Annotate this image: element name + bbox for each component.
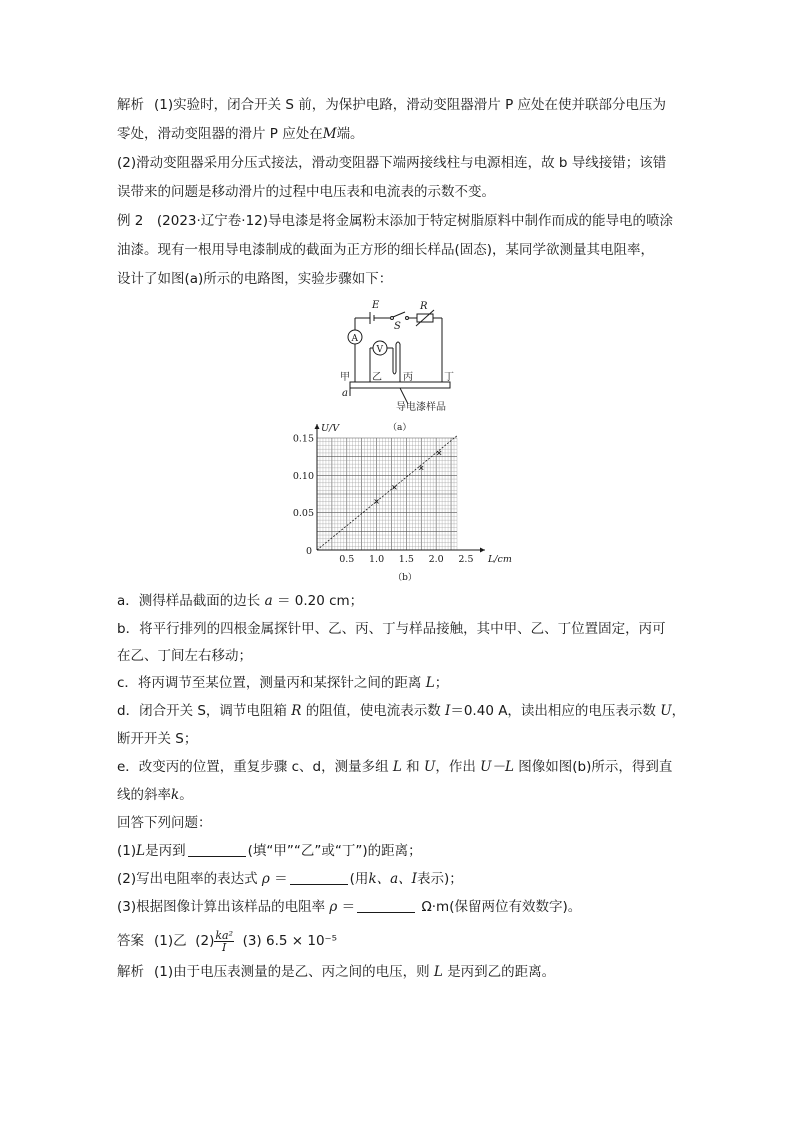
caption-b: （b） — [393, 573, 417, 583]
answer-fraction: $\frac{\text{ka²}}{I}$ — [215, 928, 233, 954]
label-E: E — [372, 300, 380, 311]
step-a: a．测得样品截面的边长 a ＝ 0.20 cm； — [117, 593, 364, 609]
answer-blank-1[interactable] — [188, 843, 246, 857]
analysis-label: 解析 — [117, 97, 144, 113]
analysis1-line4: 误带来的问题是移动滑片的过程中电压表和电流表的示数不变。 — [117, 184, 495, 200]
question-2: (2)写出电阻率的表达式 ρ ＝ (用k、a、I表示)； — [117, 871, 463, 887]
answer-blank-3[interactable] — [357, 899, 415, 913]
label-A: A — [351, 334, 358, 344]
answer-line: 答案 (1)乙 (2) $\frac{\text{ka²}}{I}$ (3) 6.5 × 10⁻⁵ — [117, 928, 338, 954]
question-3: (3)根据图像计算出该样品的电阻率 ρ ＝ Ω·m(保留两位有效数字)。 — [117, 899, 582, 915]
step-d-line1: d．闭合开关 S，调节电阻箱 R 的阻值，使电流表示数 I＝0.40 A，读出相应的电压表示数 U， — [117, 703, 686, 719]
step-b-line1: b．将平行排列的四根金属探针甲、乙、丙、丁与样品接触，其中甲、乙、丁位置固定，丙可 — [117, 621, 666, 637]
label-R: R — [420, 301, 428, 312]
x-tick-label: 0.5 — [339, 554, 355, 565]
label-bing: 丙 — [403, 372, 413, 383]
sample-bar — [350, 382, 450, 388]
label-V: V — [376, 345, 383, 355]
switch-lever — [393, 312, 405, 317]
label-jia: 甲 — [340, 372, 350, 383]
answer-blank-2[interactable] — [290, 871, 348, 885]
x-axis-arrow — [480, 548, 485, 553]
chart-axes — [315, 424, 486, 553]
y-axis-arrow — [315, 424, 320, 429]
analysis2-line: 解析 (1)由于电压表测量的是乙、丙之间的电压，则 L 是丙到乙的距离。 — [117, 964, 556, 980]
chart-labels — [293, 423, 512, 583]
step-e-line1: e．改变丙的位置，重复步骤 c、d，测量多组 L 和 U，作出 U－L 图像如图(b)所示，得到直 — [117, 759, 673, 775]
x-axis-label: L/cm — [488, 554, 512, 565]
analysis1-line3: (2)滑动变阻器采用分压式接法，滑动变阻器下端两接线柱与电源相连，故 b 导线接错；该错 — [117, 155, 667, 171]
x-tick-label: 1.0 — [369, 554, 385, 565]
caption-a: （a） — [388, 423, 412, 433]
origin-label: 0 — [305, 546, 312, 557]
x-tick-label: 2.0 — [428, 554, 444, 565]
y-tick-label: 0.15 — [292, 433, 314, 445]
step-d-line2: 断开开关 S； — [117, 731, 198, 747]
x-tick-label: 2.5 — [458, 554, 474, 565]
y-tick-label: 0.05 — [292, 508, 314, 520]
example-line1: 例 2 (2023·辽宁卷·12)导电漆是将金属粉末添加于特定树脂原料中制作而成的能导电的喷涂 — [117, 213, 674, 229]
analysis1-line2: 零处，滑动变阻器的滑片 P 应处在M端。 — [117, 126, 364, 142]
circuit-diagram — [330, 292, 470, 434]
label-ding: 丁 — [444, 372, 454, 383]
y-axis-label: U/V — [321, 423, 340, 434]
answer-label: 答案 — [117, 933, 144, 949]
label-a: a — [342, 388, 348, 399]
x-tick-label: 1.5 — [398, 554, 414, 565]
step-c: c．将丙调节至某位置，测量丙和某探针之间的距离 L； — [117, 675, 449, 691]
example-line3: 设计了如图(a)所示的电路图，实验步骤如下： — [117, 271, 393, 287]
label-yi: 乙 — [372, 372, 382, 383]
question-1: (1)L是丙到 (填“甲”“乙”或“丁”)的距离； — [117, 843, 422, 859]
label-sample: 导电漆样品 — [396, 402, 446, 413]
questions-intro: 回答下列问题： — [117, 815, 212, 831]
step-b-line2: 在乙、丁间左右移动； — [117, 648, 252, 664]
step-e-line2: 线的斜率k。 — [117, 787, 193, 803]
rheostat-arrow — [416, 310, 434, 326]
example-line2: 油漆。现有一根用导电漆制成的截面为正方形的细长样品(固态)，某同学欲测量其电阻率， — [117, 242, 655, 258]
analysis1-line1: 解析 (1)实验时，闭合开关 S 前，为保护电路，滑动变阻器滑片 P 应处在使并联部分电压为 — [117, 97, 666, 113]
chart-grid — [317, 438, 457, 550]
chart-ul — [285, 423, 512, 588]
analysis2-label: 解析 — [117, 964, 144, 980]
y-tick-label: 0.10 — [292, 470, 314, 482]
label-S: S — [394, 321, 401, 332]
